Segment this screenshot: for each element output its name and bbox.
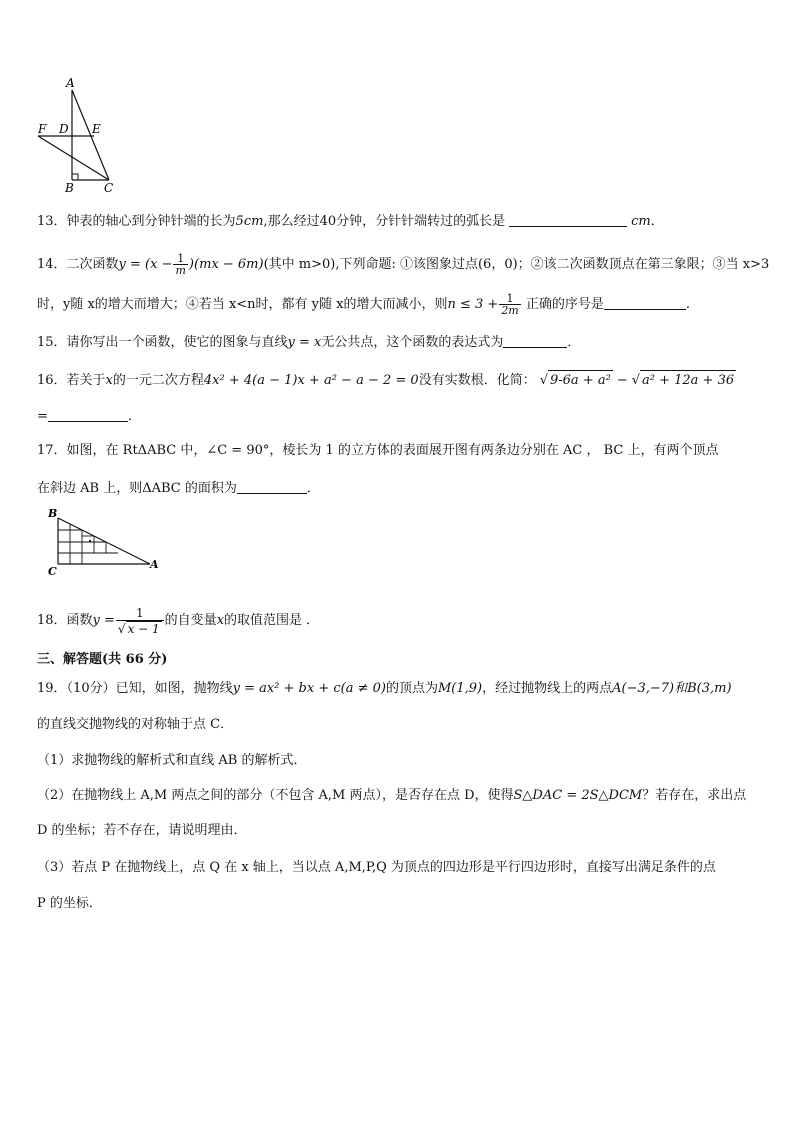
q15-answer-blank[interactable] <box>503 333 567 348</box>
q14-prefix: 14．二次函数 <box>37 257 119 272</box>
q17-answer-blank[interactable] <box>237 479 307 494</box>
figure-triangle-cube-net <box>44 506 164 578</box>
q17-line2: 在斜边 AB 上，则ΔABC 的面积为 <box>37 481 237 496</box>
question-19-part2 <box>37 786 746 806</box>
q18-suffix: 的自变量 <box>164 613 217 628</box>
q16-suffix: 没有实数根．化简： <box>418 373 536 388</box>
question-19 <box>37 679 732 699</box>
label-d: D <box>59 122 69 136</box>
q19-line1-m: M(1,9) <box>437 681 483 696</box>
label-c2: C <box>48 565 57 578</box>
q14-frac-den: m <box>175 264 186 277</box>
q13-unit: cm <box>631 214 651 229</box>
q14-answer-blank[interactable] <box>604 295 686 310</box>
question-16-line2 <box>37 407 141 427</box>
q16-equation: 4x² + 4(a − 1)x + a² − a − 2 = 0 <box>203 373 419 388</box>
q16-prefix: 16．若关于 <box>37 373 106 388</box>
q19-line1-eq: y = ax² + bx + c(a ≠ 0) <box>232 681 386 696</box>
question-19-line2: 的直线交抛物线的对称轴于点 C． <box>37 717 234 732</box>
q14-frac2-num: 1 <box>499 293 520 305</box>
q18-frac-num: 1 <box>116 606 164 621</box>
question-17 <box>37 441 719 461</box>
q15-end: ． <box>567 335 581 350</box>
q17-line1: 17．如图，在 RtΔABC 中，∠C = 90°，棱长为 1 的立方体的表面展开图有两条边分别在 AC ， BC 上，有两个顶点 <box>37 443 719 458</box>
question-13 <box>37 212 664 232</box>
q15-suffix: 无公共点，这个函数的表达式为 <box>321 335 504 350</box>
question-19-part3-line2: P 的坐标． <box>37 896 102 911</box>
q16-minus: − <box>616 373 628 388</box>
question-14 <box>37 253 769 276</box>
label-b: B <box>65 181 74 194</box>
label-b2: B <box>48 507 58 520</box>
q14-func-b: )(mx − 6m) <box>188 257 264 272</box>
q14-fraction-2 <box>499 293 520 316</box>
q14-end: . <box>685 297 691 312</box>
question-19-part2-line2: D 的坐标；若不存在，请说明理由． <box>37 823 247 838</box>
label-a2: A <box>150 558 159 571</box>
q16-end: ． <box>127 409 141 424</box>
q13-mid: ,那么经过40分钟，分针针端转过的弧长是 <box>263 214 506 229</box>
question-14-line2 <box>37 293 690 316</box>
q13-length: 5cm <box>235 214 264 229</box>
q14-fraction <box>173 253 187 276</box>
q18-frac-den: √ x − 1 <box>117 621 160 636</box>
q14-condition: (其中 m>0),下列命题: ①该图象过点(6，0)；②该二次函数顶点在第三象限；③当 x>3 <box>263 257 770 272</box>
q13-answer-blank[interactable] <box>509 212 627 227</box>
q14-line2-a: 时，y随 x的增大而增大；④若当 x<n时，都有 y随 x的增大而减小，则 <box>37 297 448 312</box>
label-a: A <box>66 76 75 90</box>
q14-line2-b: 正确的序号是 <box>521 297 604 312</box>
section-3-title: 三、解答题(共 66 分) <box>37 652 168 667</box>
q19-line1-c: ，经过抛物线上的两点 <box>482 681 613 696</box>
q14-func-a: y = (x − <box>118 257 173 272</box>
q15-line-eq: y = x <box>287 335 322 350</box>
q19-part2-eq: S△DAC = 2S△DCM <box>513 788 643 803</box>
question-15 <box>37 333 580 353</box>
question-19-part3: （3）若点 P 在抛物线上，点 Q 在 x 轴上，当以点 A,M,P,Q 为顶点的四边形是平行四边形时，直接写出满足条件的点 <box>37 860 716 875</box>
q19-line1-a: 19．（10分）已知，如图，抛物线 <box>37 681 233 696</box>
q18-y: y = <box>92 613 115 628</box>
label-c: C <box>104 181 114 194</box>
q16-eq: = <box>37 409 48 424</box>
segment-ac <box>72 90 109 180</box>
q16-mid: 的一元二次方程 <box>112 373 204 388</box>
q16-sqrt-2: a² + 12a + 36 <box>640 370 736 391</box>
q14-frac2-den: 2m <box>501 304 519 317</box>
q14-ineq: n ≤ 3 + <box>447 297 499 312</box>
q18-den-radicand: x − 1 <box>127 621 160 636</box>
q18-prefix: 18．函数 <box>37 613 93 628</box>
q19-part2-a: （2）在抛物线上 A,M 两点之间的部分（不包含 A,M 两点），是否存在点 D，使得 <box>37 788 514 803</box>
q18-suffix2: 的取值范围是 ． <box>224 613 320 628</box>
question-17-line2 <box>37 479 320 499</box>
q16-sqrt-1: 9-6a + a² <box>548 370 613 391</box>
q18-fraction <box>116 606 164 636</box>
question-19-part1: （1）求抛物线的解析式和直线 AB 的解析式． <box>37 753 307 768</box>
q15-prefix: 15．请你写出一个函数，使它的图象与直线 <box>37 335 288 350</box>
right-angle-mark <box>72 174 78 180</box>
label-e: E <box>92 122 101 136</box>
side-ab <box>58 518 150 564</box>
q19-part2-b: ？若存在，求出点 <box>642 788 747 803</box>
question-16: 16．若关于x的一元二次方程4x² + 4(a − 1)x + a² − a − 2 = 0没有实数根．化简： √ 9-6a + a² − √ a² + 12a + 36 <box>37 370 736 391</box>
question-18 <box>37 605 319 637</box>
q17-end: ． <box>306 481 320 496</box>
figure-triangle-fdebc <box>34 76 124 194</box>
q19-line1-pts: A(−3,−7)和B(3,m) <box>612 681 732 696</box>
q14-frac-num: 1 <box>173 253 187 265</box>
dot-mark <box>89 540 91 542</box>
label-f: F <box>38 122 47 136</box>
q13-prefix: 13．钟表的轴心到分钟针端的长为 <box>37 214 236 229</box>
q19-line1-b: 的顶点为 <box>385 681 438 696</box>
q13-end: ． <box>650 214 664 229</box>
segment-fc <box>38 136 109 180</box>
q18-var: x <box>216 613 225 628</box>
q16-var: x <box>105 373 113 388</box>
q16-answer-blank[interactable] <box>48 407 128 422</box>
